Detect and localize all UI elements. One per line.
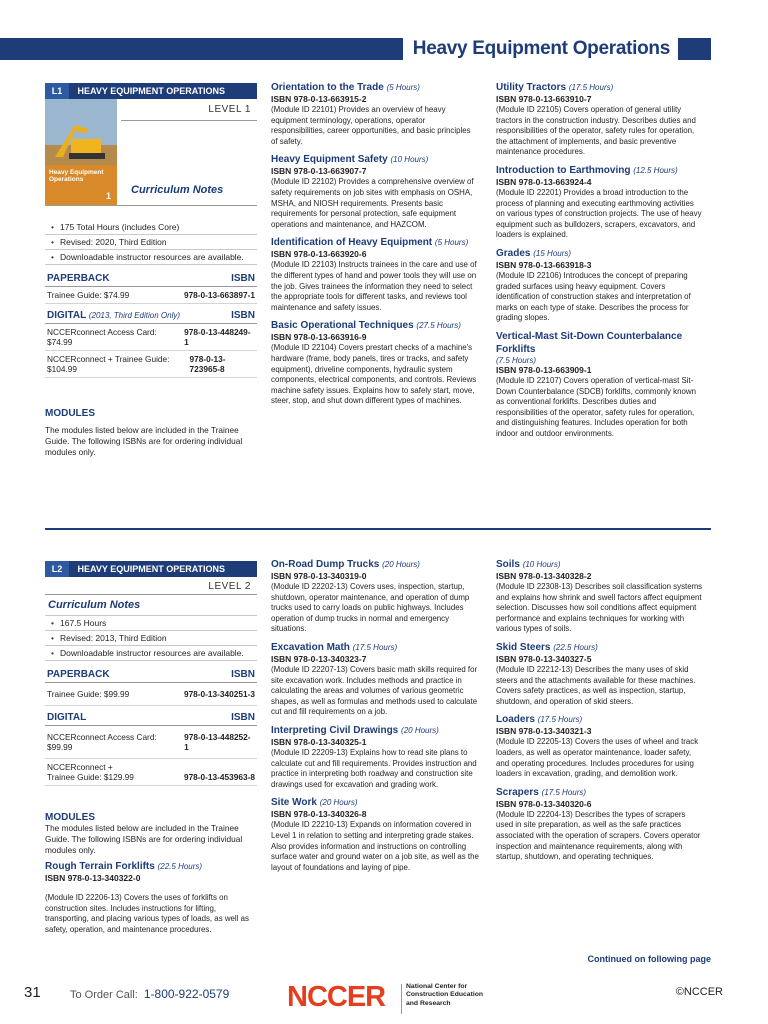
level2-bar: [45, 561, 257, 577]
nccer-logo: NCCER: [287, 981, 386, 1013]
level2-curriculum-notes: Curriculum Notes: [48, 599, 141, 611]
module-entry[interactable]: Skid Steers (22.5 Hours) ISBN 978-0-13-340327-5 (Module ID 22212-13) Describes the many uses of skid steers and the attachments available for these machines. Covers safety practices, as well as inspection, startup, shutdown, and operation of skid steers.: [496, 641, 696, 706]
level2-badge: L2: [45, 561, 69, 577]
level1-modules-title: MODULES: [45, 408, 95, 419]
level1-level: LEVEL 1: [208, 104, 251, 115]
modules-col4: [496, 558, 704, 869]
section-divider: [45, 528, 711, 530]
module-entry[interactable]: Grades (15 Hours) ISBN 978-0-13-663918-3 (Module ID 22106) Introduces the concept of preparing graded surfaces using heavy equipment. Covers identification of construction stakes and interpretation of marks on each type of stake. Describes the process for grading slopes.: [496, 247, 691, 323]
module-entry[interactable]: Basic Operational Techniques (27.5 Hours) ISBN 978-0-13-663916-9 (Module ID 22104) Covers prestart checks of a machine's hardware (frame, body panels, tires or tracks, and safety equipment), driveline components, hydraulic system components, electrical components, and controls. Reviews machine safety issues. Explains how to safely start, move, steer, stop, and shut down different types of machines.: [271, 320, 477, 406]
level2-modules: [45, 812, 257, 941]
level2-bullet: • Downloadable instructor resources are available.: [45, 646, 257, 661]
module-entry[interactable]: Vertical-Mast Sit-Down Counterbalance Forklifts (7.5 Hours) ISBN 978-0-13-663909-1 (Module ID 22107) Covers operation of vertical-mast Sit-Down Counterbalance (SDCB) forklifts, commonly known as conventional forklifts. Describes duties and responsibilities of the operator, safety rules for operation, and distinguishing features. Includes operation for both indoor and outdoor environments.: [496, 330, 696, 438]
level1-curriculum-notes: Curriculum Notes: [131, 184, 224, 196]
module-entry[interactable]: Scrapers (17.5 Hours) ISBN 978-0-13-340320-6 (Module ID 22204-13) Describes the types of scrapers used in site preparation, as well as the safe practices associated with the operation of scrapers. Covers operator inspection and maintenance requirements, along with startup, shutdown, and operating techniques.: [496, 786, 701, 862]
page-title: Heavy Equipment Operations: [403, 36, 678, 62]
module-entry[interactable]: Loaders (17.5 Hours) ISBN 978-0-13-340321-3 (Module ID 22205-13) Covers the uses of wheel and track loaders, as well as operator maintenance, loader safety, and operating procedures. Includes procedures for using loaders in excavation, grading, and demolition work.: [496, 714, 699, 779]
level2-box: [45, 561, 257, 786]
level2-digital-header: DIGITAL ISBN: [45, 710, 257, 726]
level1-modules-text: The modules listed below are included in the Trainee Guide. The following ISBNs are for ordering individual modules only.: [45, 425, 243, 457]
logo-text: National Center for Construction Education and Research: [406, 983, 484, 1007]
module-entry[interactable]: Heavy Equipment Safety (10 Hours) ISBN 978-0-13-663907-7 (Module ID 22102) Provides a comprehensive overview of safety requirements on job sites with emphasis on OSHA, MSHA, and NIOSH requirements. Presents basic requirements for personal protection, safe equipment operations and maintenance, and HAZCOM.: [271, 154, 474, 229]
module-entry[interactable]: Site Work (20 Hours) ISBN 978-0-13-340326-8 (Module ID 22210-13) Expands on information covered in Level 1 in relation to setting and interpreting grade stakes. Also provides information and instructions on controlling surface water and ground water on a job site, as well as the layout of foundations and laying of pipe.: [271, 797, 479, 872]
level1-paperback-row[interactable]: Trainee Guide: $74.99 978-0-13-663897-1: [45, 287, 257, 304]
level2-bullet: • 167.5 Hours: [45, 616, 257, 631]
level2-level: LEVEL 2: [45, 577, 257, 595]
level2-bullets: [45, 615, 257, 661]
order-label: To Order Call:: [70, 989, 138, 1001]
module-entry[interactable]: Identification of Heavy Equipment (5 Hours) ISBN 978-0-13-663920-6 (Module ID 22103) Instructs trainees in the care and use of the different types of hand and power tools they will use on the job. Gives trainees the information they need to select the appropriate tools for different tasks, and reviews tool maintenance and safety issues.: [271, 237, 477, 312]
module-entry[interactable]: Introduction to Earthmoving (12.5 Hours) ISBN 978-0-13-663924-4 (Module ID 22201) Provides a broad introduction to the process of planning and executing earthmoving activities on various types of construction projects. The use of heavy equipment such as bulldozers, scrapers, excavators, and loaders is explained.: [496, 164, 702, 240]
level2-modules-text: The modules listed below are included in the Trainee Guide. The following ISBNs are for ordering individual modules only.: [45, 823, 243, 855]
book-cover-title: Heavy Equipment Operations: [49, 169, 104, 183]
book-cover-level: 1: [105, 191, 111, 201]
level2-title: HEAVY EQUIPMENT OPERATIONS: [77, 564, 226, 574]
level1-bullets: [45, 220, 257, 265]
modules-col3: [271, 558, 479, 879]
level2-modules-title: MODULES: [45, 812, 95, 823]
level2-digital-row[interactable]: NCCERconnect + Trainee Guide: $129.99 978-0-13-453963-8: [45, 759, 257, 786]
level1-bullet: • Revised: 2020, Third Edition: [45, 235, 257, 250]
level1-bar: [45, 83, 257, 99]
order-phone-link[interactable]: 1-800-922-0579: [143, 987, 230, 1001]
level1-modules: [45, 408, 257, 458]
module-entry[interactable]: Soils (10 Hours) ISBN 978-0-13-340328-2 (Module ID 22308-13) Describes soil classification systems and explains how shrink and swell factors affect equipment selection. Discusses how soil conditions affect equipment performance and explains techniques for working with various types of soils.: [496, 559, 703, 634]
level1-title: HEAVY EQUIPMENT OPERATIONS: [77, 86, 226, 96]
level1-badge: L1: [45, 83, 69, 99]
continued-note: Continued on following page: [587, 954, 711, 964]
module-entry[interactable]: On-Road Dump Trucks (20 Hours) ISBN 978-0-13-340319-0 (Module ID 22202-13) Covers uses, inspection, startup, shutdown, operator maintenance, and operation of dump trucks used to carry loads on public highways. Includes operation of dump trucks in normal and emergency situations.: [271, 559, 470, 634]
module-entry[interactable]: Excavation Math (17.5 Hours) ISBN 978-0-13-340323-7 (Module ID 22207-13) Covers basic math skills required for site excavation work. Includes methods and practice in calculating the areas and volumes of various geometric shapes, as well as formulas and methods used to calculate cut and fill requirements on a job.: [271, 641, 478, 717]
level2-bullet: • Revised: 2013, Third Edition: [45, 631, 257, 646]
copyright: ©NCCER: [675, 986, 723, 998]
logo-divider: [401, 984, 402, 1014]
book-cover[interactable]: [45, 99, 117, 205]
level1-digital-row[interactable]: NCCERconnect + Trainee Guide: $104.99 978-0-13-723965-8: [45, 351, 257, 378]
module-entry[interactable]: Utility Tractors (17.5 Hours) ISBN 978-0-13-663910-7 (Module ID 22105) Covers operation of general utility tractors in the construction industry. Describes duties and responsibilities of the operator, safety rules for operation, the attachment of implements, and basic preventive maintenance procedures.: [496, 82, 696, 157]
page-number: 31: [24, 984, 41, 1001]
level1-box: [45, 83, 257, 378]
level2-digital-row[interactable]: NCCERconnect Access Card: $99.99 978-0-13-448252-1: [45, 726, 257, 759]
level1-bullet: • 175 Total Hours (includes Core): [45, 220, 257, 235]
level1-paperback-header: PAPERBACK ISBN: [45, 271, 257, 287]
modules-col2: [496, 81, 704, 445]
module-entry[interactable]: Interpreting Civil Drawings (20 Hours) ISBN 978-0-13-340325-1 (Module ID 22209-13) Explains how to read site plans to calculate cut and fill requirements. Provides instruction and practice in interpreting both roadway and construction site drawings used for excavation and grading work.: [271, 724, 477, 789]
module-entry[interactable]: Orientation to the Trade (5 Hours) ISBN 978-0-13-663915-2 (Module ID 22101) Provides an overview of heavy equipment terminology, operations, operator responsibilities, career opportunities, and basic principles of safety.: [271, 82, 471, 146]
level2-paperback-header: PAPERBACK ISBN: [45, 667, 257, 683]
level1-digital-header: DIGITAL (2013, Third Edition Only) ISBN: [45, 308, 257, 324]
modules-col1: [271, 81, 479, 413]
level1-digital-row[interactable]: NCCERconnect Access Card: $74.99 978-0-13-448249-1: [45, 324, 257, 351]
order-line: [70, 987, 229, 1001]
level2-paperback-row[interactable]: Trainee Guide: $99.99 978-0-13-340251-3: [45, 683, 257, 706]
level1-bullet: • Downloadable instructor resources are available.: [45, 250, 257, 265]
module-entry[interactable]: Rough Terrain Forklifts (22.5 Hours) ISBN 978-0-13-340322-0 (Module ID 22206-13) Covers the uses of forklifts on construction sites. Includes instructions for lifting, transporting, and placing various types of loads, as well as safety, operation, and maintenance procedures.: [45, 861, 249, 934]
